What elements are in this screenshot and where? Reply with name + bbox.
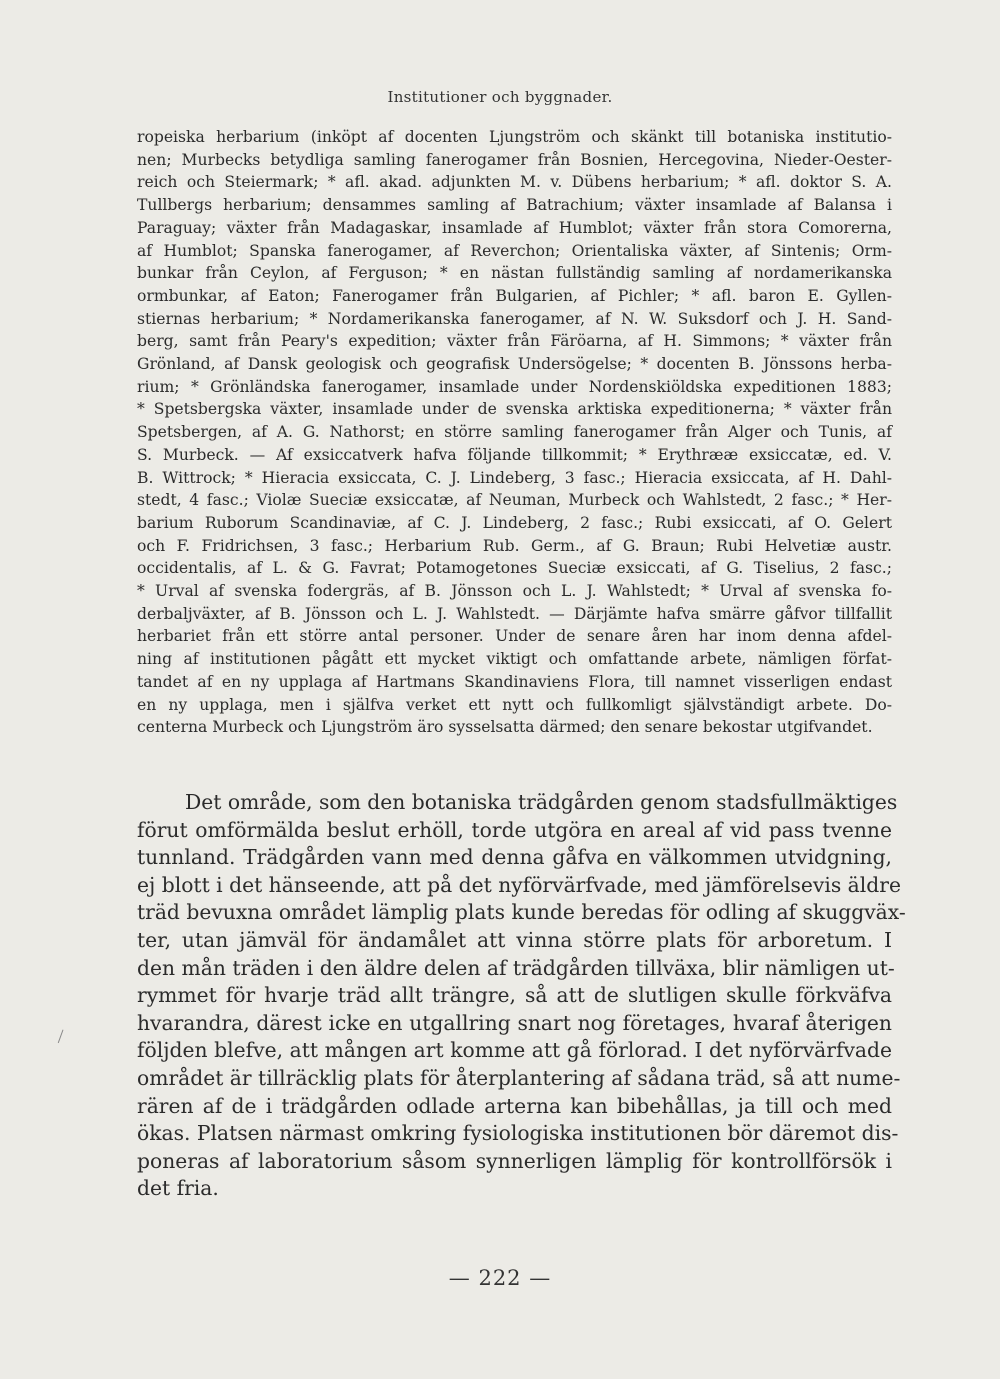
text-line: reich och Steiermark; * afl. akad. adjunkten M. v. Dübens herbarium; * afl. doktor S. A.	[137, 173, 892, 192]
text-line: barium Ruborum Scandinaviæ, af C. J. Lindeberg, 2 fasc.; Rubi exsiccati, af O. Gelert	[137, 513, 892, 532]
text-line: ning af institutionen pågått ett mycket viktigt och omfattande arbete, nämligen förfat-	[137, 650, 892, 669]
text-line: rymmet för hvarje träd allt trängre, så att de slutligen skulle förkväfva	[137, 983, 892, 1008]
text-line: det fria.	[137, 1176, 219, 1201]
text-line: herbariet från ett större antal personer. Under de senare åren har inom denna afdel-	[137, 627, 892, 646]
running-head: Institutioner och byggnader.	[387, 88, 613, 106]
text-line: den mån träden i den äldre delen af trädgården tillväxa, blir nämligen ut-	[137, 955, 895, 980]
text-line: rium; * Grönländska fanerogamer, insamlade under Nordenskiöldska expeditionen 1883;	[137, 377, 892, 396]
text-line: berg, samt från Peary's expedition; växter från Färöarna, af H. Simmons; * växter från	[137, 332, 892, 351]
text-line: Paraguay; växter från Madagaskar, insamlade af Humblot; växter från stora Comorerna,	[137, 218, 892, 237]
text-line: occidentalis, af L. & G. Favrat; Potamogetones Sueciæ exsiccati, af G. Tiselius, 2 fasc.;	[137, 559, 892, 578]
text-line: ökas. Platsen närmast omkring fysiologiska institutionen bör däremot dis-	[137, 1121, 899, 1146]
text-line: tandet af en ny upplaga af Hartmans Skandinaviens Flora, till namnet visserligen endast	[137, 672, 892, 691]
text-line: och F. Fridrichsen, 3 fasc.; Herbarium Rub. Germ., af G. Braun; Rubi Helvetiæ austr.	[137, 536, 892, 555]
text-line: nen; Murbecks betydliga samling fanerogamer från Bosnien, Hercegovina, Nieder-Oester-	[137, 150, 892, 169]
text-line: derbaljväxter, af B. Jönsson och L. J. Wahlstedt. — Därjämte hafva smärre gåfvor tillfallit	[137, 604, 892, 623]
text-line: S. Murbeck. — Af exsiccatverk hafva följande tillkommit; * Erythrææ exsiccatæ, ed. V.	[137, 445, 892, 464]
text-line: B. Wittrock; * Hieracia exsiccata, C. J. Lindeberg, 3 fasc.; Hieracia exsiccata, af H. Dahl-	[137, 468, 892, 487]
text-line: följden blefve, att mången art komme att gå förlorad. I det nyförvärfvade	[137, 1038, 892, 1063]
text-line: förut omförmälda beslut erhöll, torde utgöra en areal af vid pass tvenne	[137, 817, 892, 842]
text-line: af Humblot; Spanska fanerogamer, af Reverchon; Orientaliska växter, af Sintenis; Orm-	[137, 241, 892, 260]
text-line: Det område, som den botaniska trädgården genom stadsfullmäktiges	[185, 790, 898, 814]
text-line: tunnland. Trädgården vann med denna gåfva en välkommen utvidgning,	[137, 845, 892, 870]
text-line: ropeiska herbarium (inköpt af docenten Ljungström och skänkt till botaniska institutio-	[137, 128, 892, 146]
text-line: ormbunkar, af Eaton; Fanerogamer från Bulgarien, af Pichler; * afl. baron E. Gyllen-	[137, 286, 892, 305]
text-line: centerna Murbeck och Ljungström äro sysselsatta därmed; den senare bekostar utgifvandet.	[137, 718, 873, 737]
text-line: träd bevuxna området lämplig plats kunde beredas för odling af skuggväx-	[137, 900, 906, 925]
text-line: ter, utan jämväl för ändamålet att vinna större plats för arboretum. I	[137, 927, 892, 952]
herbarium-paragraph	[137, 126, 892, 739]
text-line: Grönland, af Dansk geologisk och geografisk Undersögelse; * docenten B. Jönssons herba-	[137, 355, 892, 374]
text-line: Tullbergs herbarium; densammes samling af Batrachium; växter insamlade af Balansa i	[137, 196, 892, 215]
garden-paragraph	[137, 789, 906, 1203]
text-line: ej blott i det hänseende, att på det nyförvärfvade, med jämförelsevis äldre	[137, 872, 901, 897]
text-line: en ny upplaga, men i själfva verket ett nytt och fullkomligt självständigt arbete. Do-	[137, 695, 892, 714]
page-number: — 222 —	[448, 1266, 552, 1290]
text-line: Spetsbergen, af A. G. Nathorst; en större samling fanerogamer från Alger och Tunis, af	[137, 423, 892, 442]
text-line: * Urval af svenska fodergräs, af B. Jönsson och L. J. Wahlstedt; * Urval af svenska fo-	[137, 582, 892, 601]
text-line: poneras af laboratorium såsom synnerligen lämplig för kontrollförsök i	[137, 1148, 892, 1173]
text-line: hvarandra, därest icke en utgallring snart nog företages, hvaraf återigen	[137, 1010, 892, 1035]
text-line: * Spetsbergska växter, insamlade under de svenska arktiska expeditionerna; * växter från	[137, 400, 892, 419]
text-line: området är tillräcklig plats för återplantering af sådana träd, så att nume-	[137, 1065, 901, 1090]
text-line: stiernas herbarium; * Nordamerikanska fanerogamer, af N. W. Suksdorf och J. H. Sand-	[137, 309, 892, 328]
text-line: rären af de i trädgården odlade arterna kan bibehållas, ja till och med	[137, 1093, 892, 1118]
margin-mark	[58, 1030, 67, 1045]
text-line: stedt, 4 fasc.; Violæ Sueciæ exsiccatæ, af Neuman, Murbeck och Wahlstedt, 2 fasc.; * Her-	[137, 491, 892, 510]
text-line: bunkar från Ceylon, af Ferguson; * en nästan fullständig samling af nordamerikanska	[137, 264, 892, 283]
